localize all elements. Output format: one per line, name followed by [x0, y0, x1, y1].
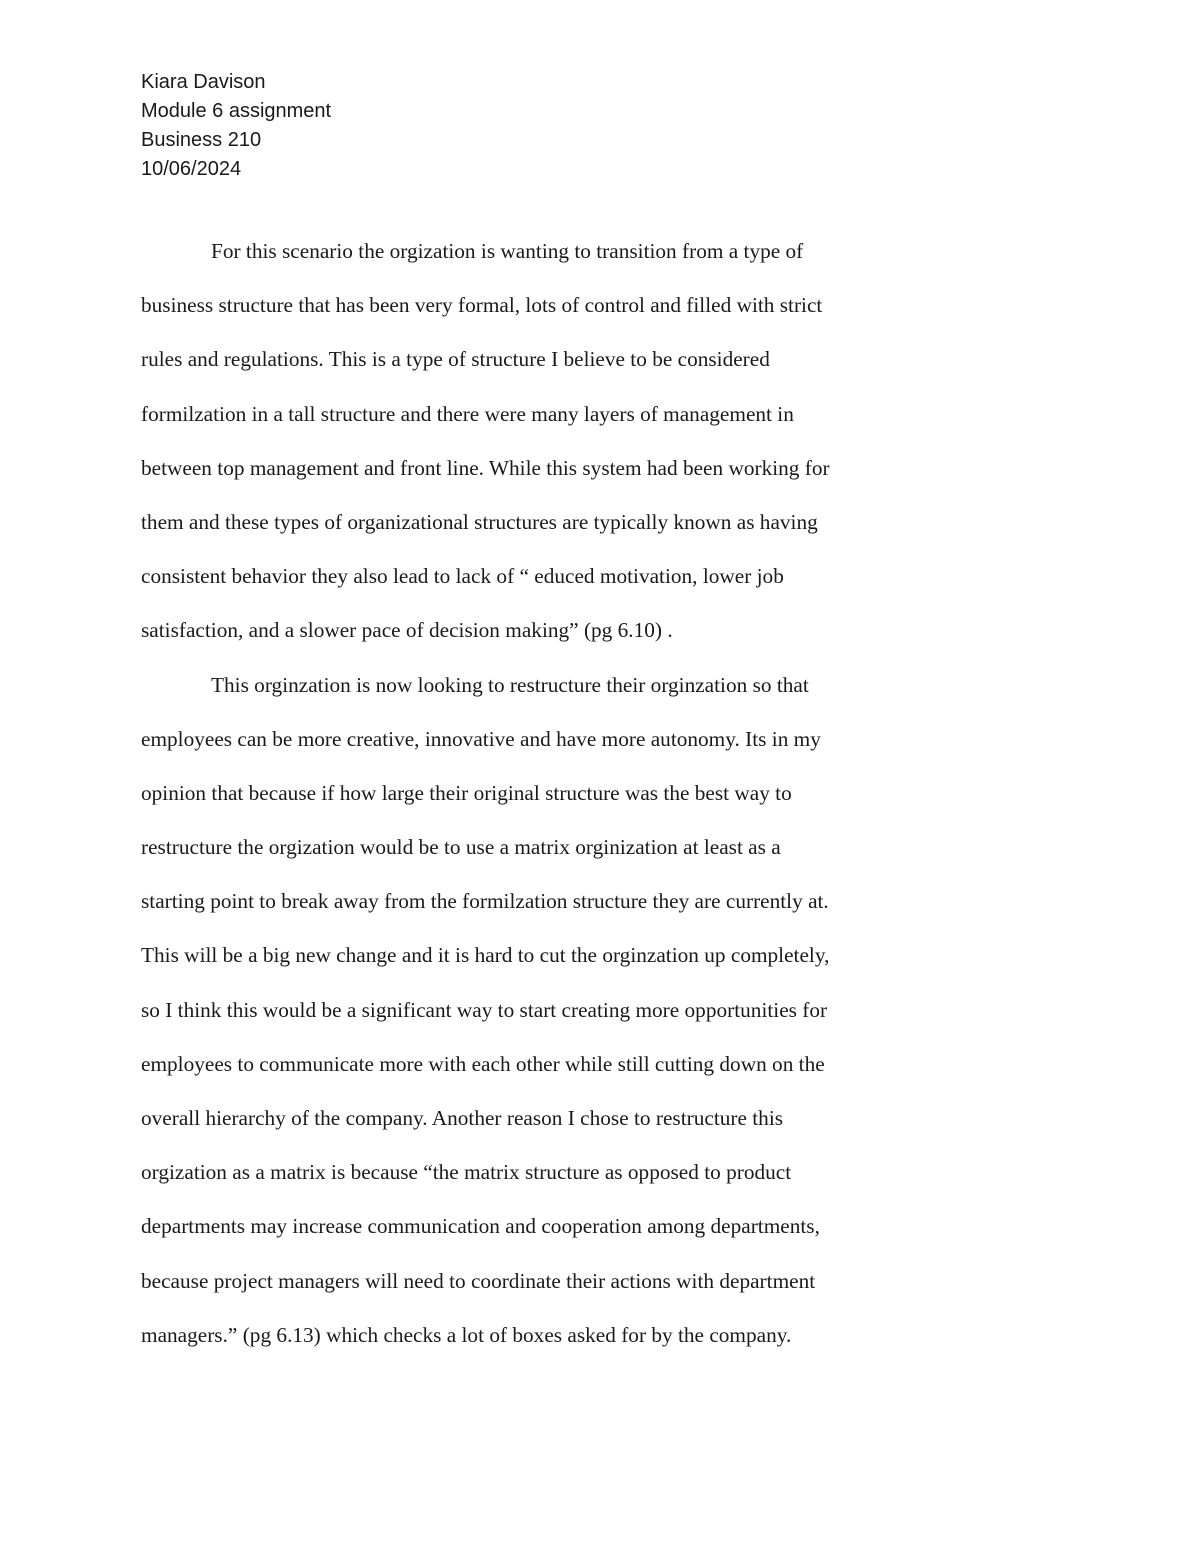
- paragraph-line: because project managers will need to coordinate their actions with department: [141, 1268, 816, 1293]
- paragraph-line: rules and regulations. This is a type of structure I believe to be considered: [141, 347, 770, 372]
- paragraph-line: employees can be more creative, innovative and have more autonomy. Its in my: [141, 726, 821, 751]
- paragraph-line: This will be a big new change and it is hard to cut the orginzation up completely,: [141, 943, 830, 968]
- document-header: [141, 68, 331, 184]
- paragraph-line: satisfaction, and a slower pace of decision making” (pg 6.10) .: [141, 618, 673, 643]
- paragraph-line: consistent behavior they also lead to lack of “ educed motivation, lower job: [141, 564, 784, 589]
- paragraph-line: starting point to break away from the formilzation structure they are currently at.: [141, 889, 829, 914]
- paragraph-line: restructure the orgization would be to use a matrix orginization at least as a: [141, 835, 781, 860]
- assignment-title: Module 6 assignment: [141, 100, 332, 122]
- paragraph-2: [141, 658, 913, 1362]
- course-name: Business 210: [141, 129, 262, 151]
- paragraph-line: so I think this would be a significant way to start creating more opportunities for: [141, 997, 828, 1022]
- paragraph-line: This orginzation is now looking to restructure their orginzation so that: [211, 672, 809, 697]
- paragraph-1: [141, 224, 913, 658]
- paragraph-line: departments may increase communication and cooperation among departments,: [141, 1214, 820, 1239]
- paragraph-line: orgization as a matrix is because “the matrix structure as opposed to product: [141, 1160, 792, 1185]
- document-body: [141, 224, 913, 1362]
- paragraph-line: them and these types of organizational structures are typically known as having: [141, 509, 818, 534]
- paragraph-line: managers.” (pg 6.13) which checks a lot of boxes asked for by the company.: [141, 1322, 792, 1347]
- paragraph-line: For this scenario the orgization is wanting to transition from a type of: [211, 239, 804, 263]
- paragraph-line: overall hierarchy of the company. Another reason I chose to restructure this: [141, 1106, 784, 1130]
- document-date: 10/06/2024: [141, 158, 242, 180]
- paragraph-line: opinion that because if how large their original structure was the best way to: [141, 780, 792, 805]
- paragraph-line: between top management and front line. While this system had been working for: [141, 455, 830, 480]
- author-name: Kiara Davison: [141, 71, 266, 93]
- paragraph-line: employees to communicate more with each other while still cutting down on the: [141, 1051, 825, 1076]
- paragraph-line: business structure that has been very formal, lots of control and filled with strict: [141, 293, 823, 318]
- paragraph-line: formilzation in a tall structure and there were many layers of management in: [141, 401, 794, 426]
